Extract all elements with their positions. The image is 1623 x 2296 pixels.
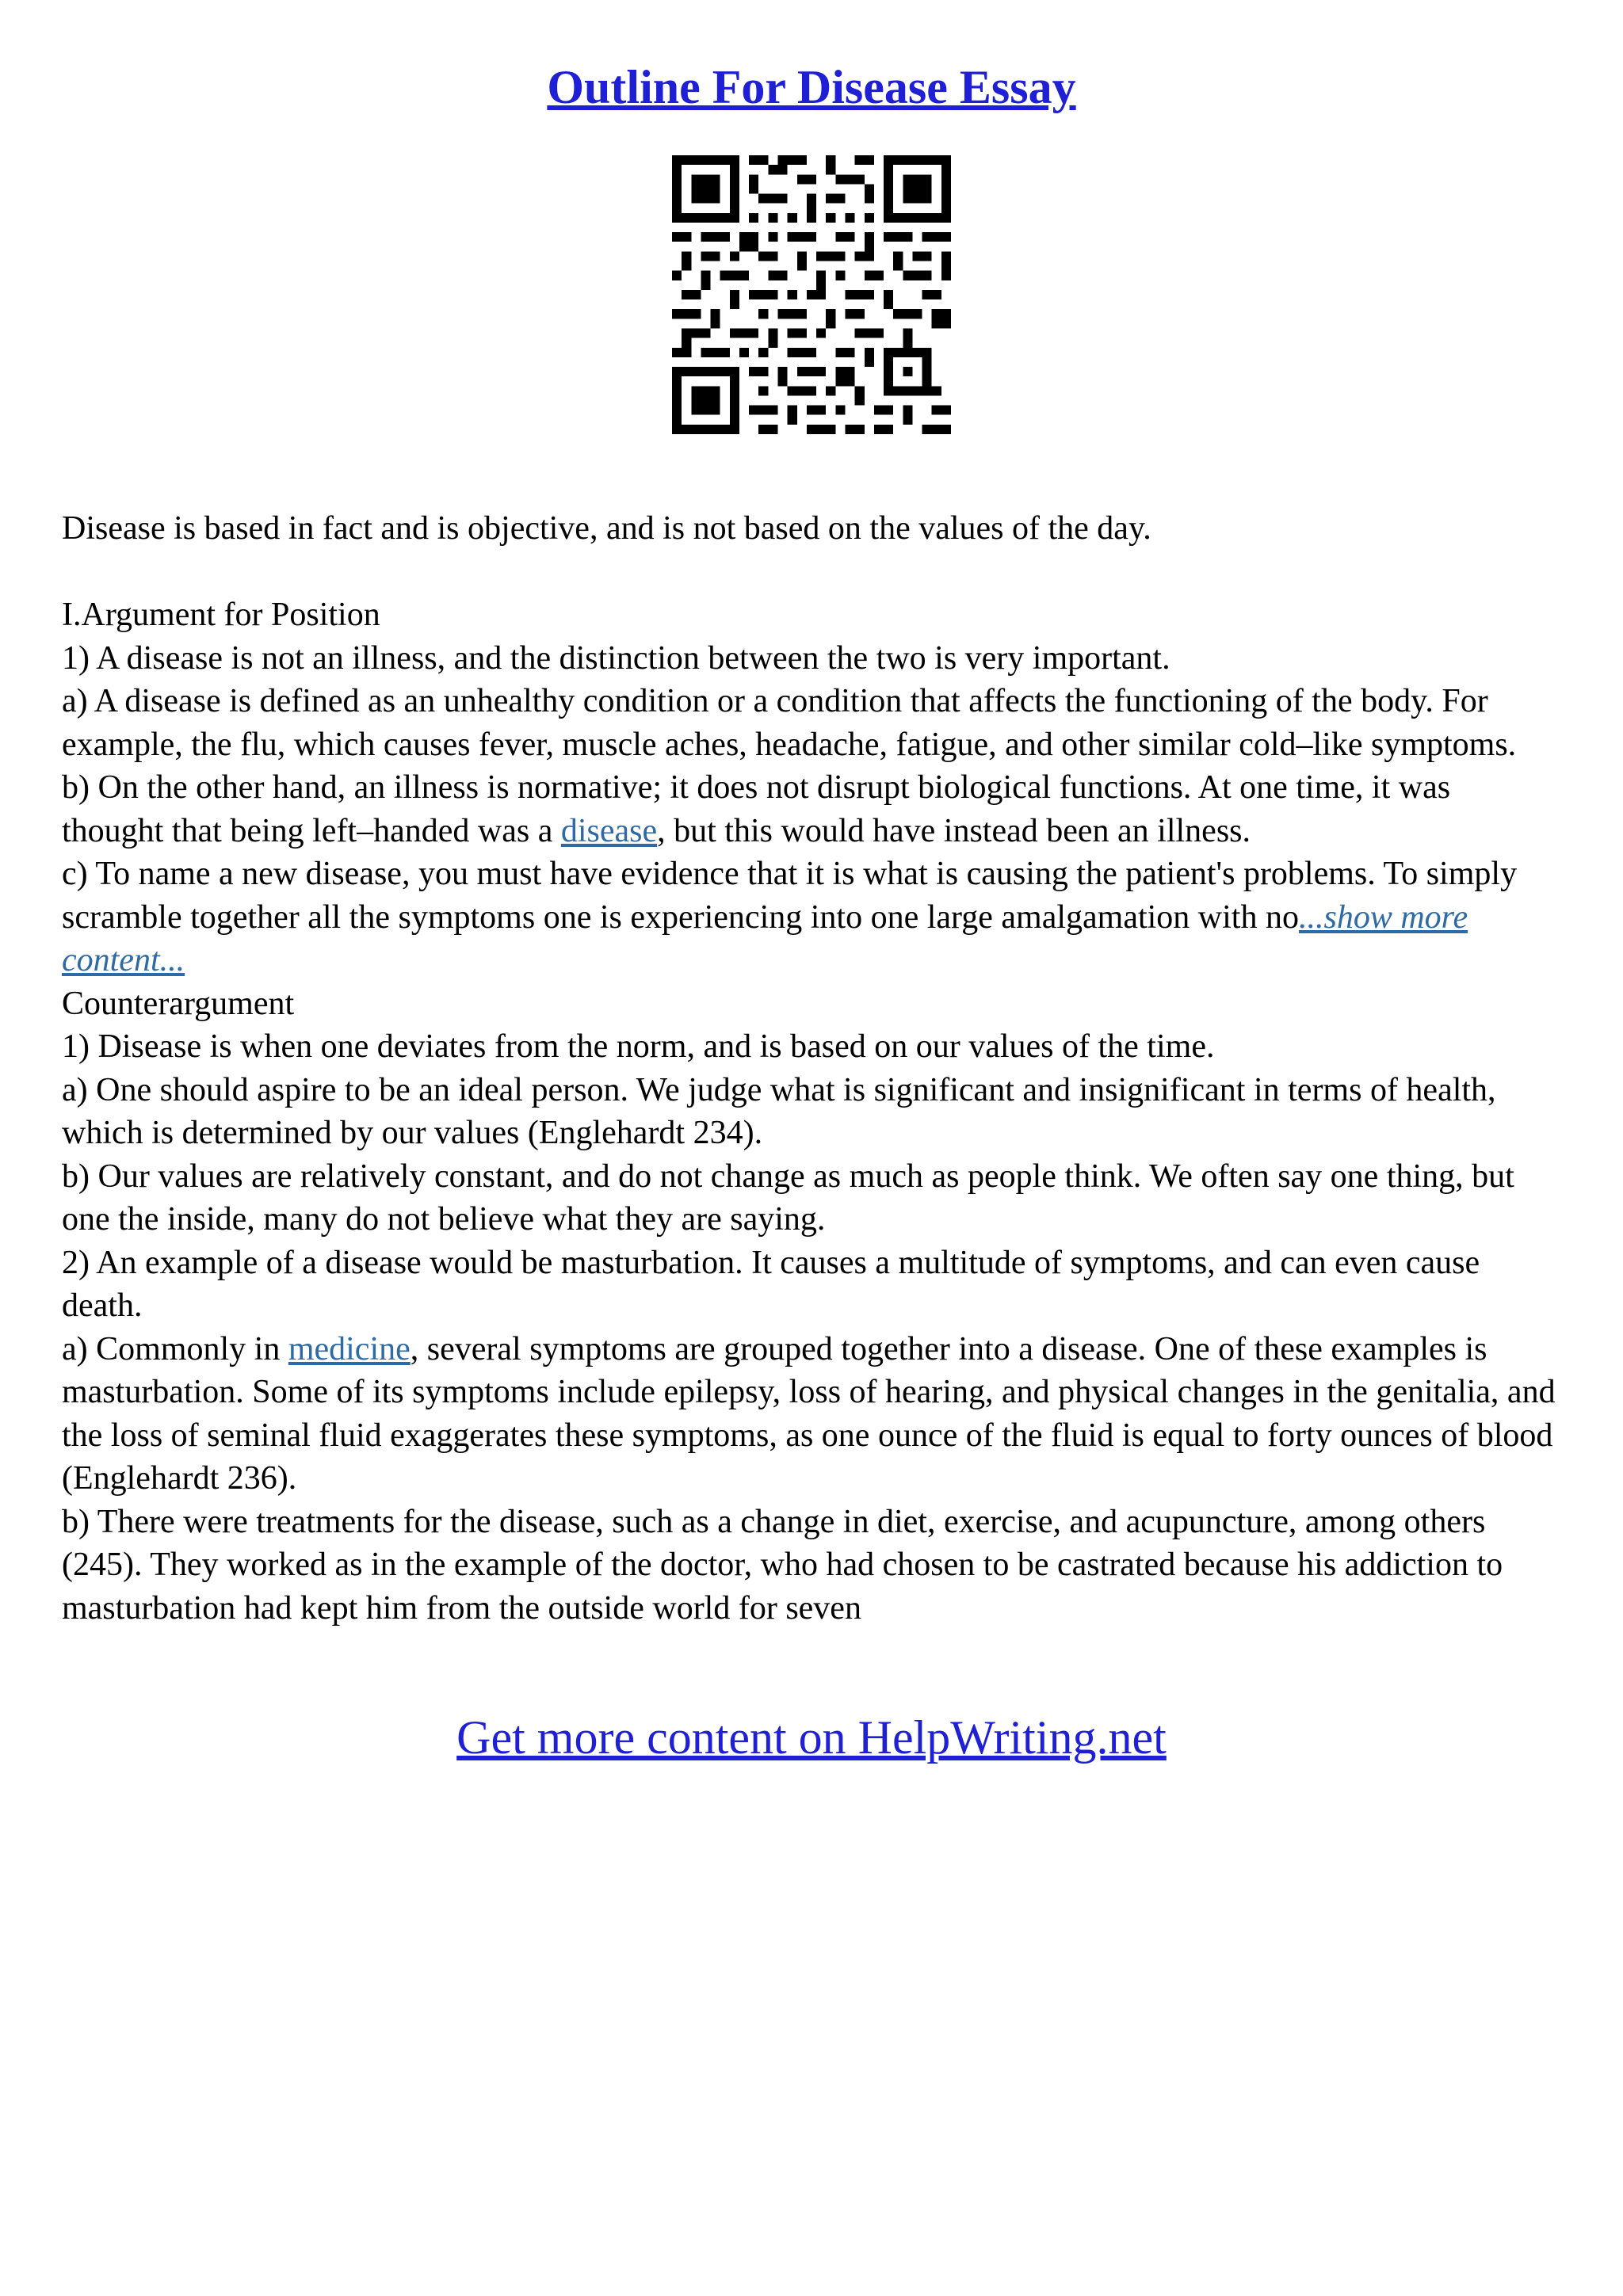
argument-point-1b-text-end: , but this would have instead been an illness. [657, 812, 1251, 849]
counter-point-1b: b) Our values are relatively constant, and do not change as much as people think. We often say one thing, but one the inside, many do not believe what they are saying. [62, 1158, 1514, 1238]
section-heading-counterargument: Counterargument [62, 985, 295, 1022]
argument-point-1c-text: c) To name a new disease, you must have evidence that it is what is causing the patient's problems. To simply scramble together all the symptoms one is experiencing into one large amalgamation with no [62, 856, 1518, 936]
disease-link[interactable]: disease [560, 812, 658, 849]
helpwriting-link[interactable]: Get more content on HelpWriting.net [456, 1711, 1167, 1764]
document-title [0, 55, 1623, 119]
paragraph-gap [62, 551, 1560, 594]
counter-point-2: 2) An example of a disease would be masturbation. It causes a multitude of symptoms, and can even cause death. [62, 1244, 1480, 1324]
argument-point-1c [62, 852, 1560, 982]
argument-point-1b [62, 766, 1560, 852]
argument-point-1b-text: b) On the other hand, an illness is normative; it does not disrupt biological functions. At one time, it was thought that being left–handed was a [62, 769, 1451, 849]
argument-point-1a: a) A disease is defined as an unhealthy condition or a condition that affects the functioning of the body. For example, the flu, which causes fever, muscle aches, headache, fatigue, and other similar cold–like symptoms. [62, 683, 1517, 763]
title-link[interactable]: Outline For Disease Essay [547, 61, 1076, 113]
counter-point-1: 1) Disease is when one deviates from the norm, and is based on our values of the time. [62, 1028, 1215, 1065]
medicine-link[interactable]: medicine [288, 1330, 411, 1367]
footer [0, 1707, 1623, 1768]
show-more-link[interactable]: ...show more content... [62, 898, 1468, 978]
document-body [62, 507, 1560, 1630]
intro-paragraph: Disease is based in fact and is objective, and is not based on the values of the day. [62, 510, 1151, 547]
counter-point-2a [62, 1328, 1560, 1501]
counter-point-2a-text: a) Commonly in [62, 1330, 288, 1367]
section-heading-argument: I.Argument for Position [62, 597, 380, 633]
qr-code-icon [672, 155, 951, 434]
counter-point-1a: a) One should aspire to be an ideal person. We judge what is significant and insignificant in terms of health, which is determined by our values (Englehardt 234). [62, 1071, 1496, 1151]
counter-point-2a-text-end: , several symptoms are grouped together into a disease. One of these examples is masturbation. Some of its symptoms include epilepsy, loss of hearing, and physical changes in the genitalia, and the loss of seminal fluid exaggerates these symptoms, as one ounce of the fluid is equal to forty ounces of blood (Englehardt 236). [62, 1330, 1556, 1497]
argument-point-1: 1) A disease is not an illness, and the distinction between the two is very important. [62, 639, 1170, 677]
counter-point-2b: b) There were treatments for the disease, such as a change in diet, exercise, and acupuncture, among others (245). They worked as in the example of the doctor, who had chosen to be castrated because his addiction to masturbation had kept him from the outside world for seven [62, 1503, 1503, 1627]
